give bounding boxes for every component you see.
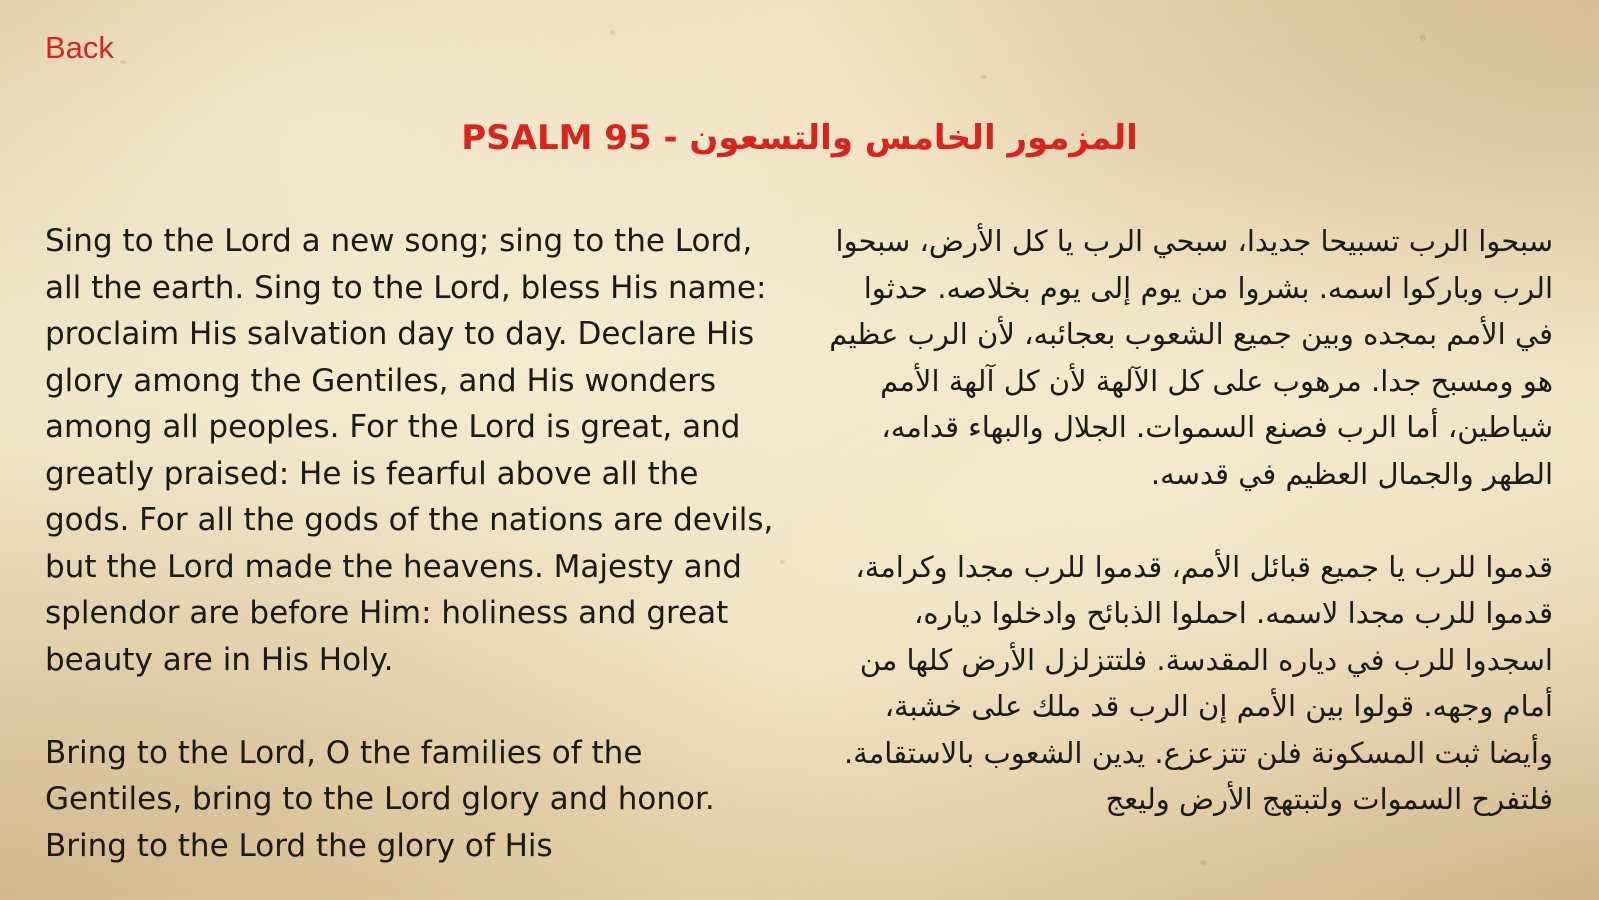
paper-speck bbox=[980, 75, 987, 79]
paper-speck bbox=[120, 60, 126, 64]
english-text-column bbox=[45, 218, 785, 900]
page-title: PSALM 95 - المزمور الخامس والتسعون bbox=[461, 118, 1138, 158]
paper-speck bbox=[1420, 35, 1426, 41]
paper-speck bbox=[610, 30, 615, 35]
back-button[interactable]: Back bbox=[45, 30, 114, 65]
arabic-text-column bbox=[818, 218, 1553, 869]
arabic-paragraph: سبحوا الرب تسبيحا جديدا، سبحي الرب يا كل الأرض، سبحوا الرب وباركوا اسمه. بشروا من يوم إلى يوم بخلاصه. حدثوا في الأمم بمجده وبين جميع الشعوب بعجائبه، لأن الرب عظيم هو ومسبح جدا. مرهوب على كل الآلهة لأن كل آلهة الأمم شياطين، أما الرب فصنع السموات. الجلال والبهاء قدامه، الطهر والجمال العظيم في قدسه. bbox=[829, 224, 1553, 491]
english-paragraph: Sing to the Lord a new song; sing to the Lord, all the earth. Sing to the Lord, bless His name: proclaim His salvation day to day. Declare His glory among the Gentiles, and His wonders among all peoples. For the Lord is great, and greatly praised: He is fearful above all the gods. For all the gods of the nations are devils, but the Lord made the heavens. Majesty and splendor are before Him: holiness and great beauty are in His Holy. bbox=[45, 223, 774, 678]
english-paragraph: Bring to the Lord, O the families of the Gentiles, bring to the Lord glory and honor. Bring to the Lord the glory of His bbox=[45, 734, 715, 864]
arabic-paragraph: قدموا للرب يا جميع قبائل الأمم، قدموا للرب مجدا وكرامة، قدموا للرب مجدا لاسمه. احملوا الذبائح وادخلوا دياره، اسجدوا للرب في دياره المقدسة. فلتتزلزل الأرض كلها من أمام وجهه. قولوا بين الأمم إن الرب قد ملك على خشبة، وأيضا ثبت المسكونة فلن تتزعزع. يدين الشعوب بالاستقامة. فلتفرح السموات ولتبتهج الأرض وليعج bbox=[843, 549, 1553, 816]
